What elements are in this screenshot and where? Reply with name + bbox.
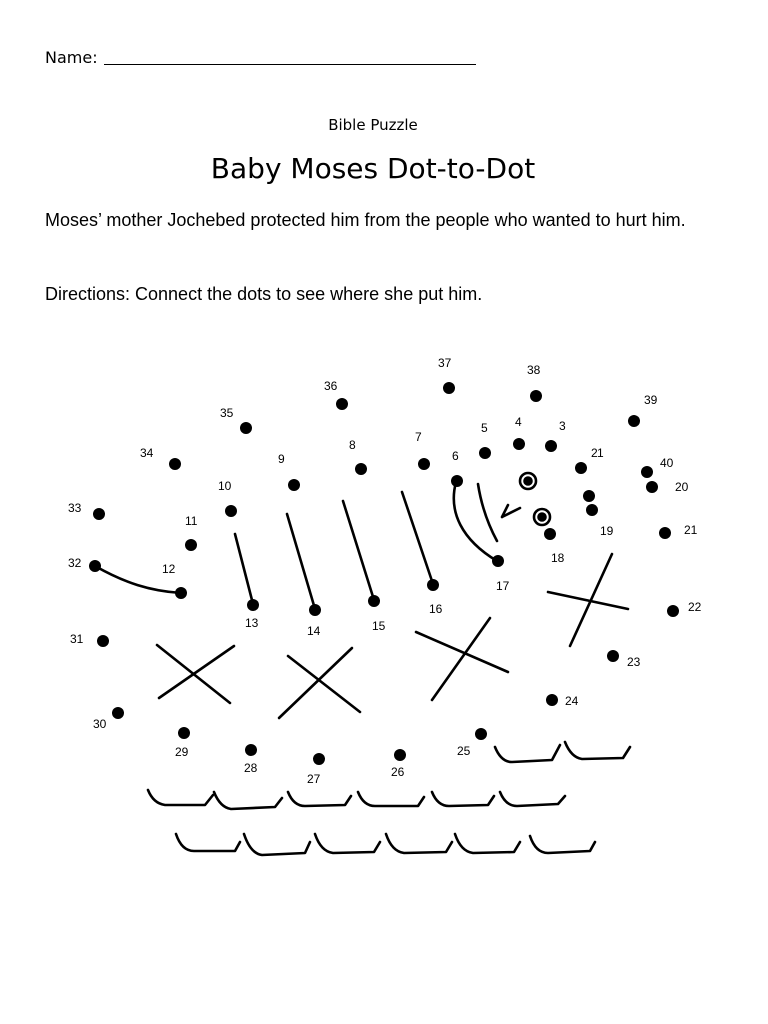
worksheet-subtitle: Bible Puzzle <box>328 116 418 134</box>
dot-label-26: 26 <box>391 765 405 779</box>
basket-weave-strokes <box>95 482 628 718</box>
dot-5 <box>418 458 430 470</box>
dot-31 <box>97 635 109 647</box>
dot-28 <box>245 744 257 756</box>
dot-label-3: 3 <box>559 419 566 433</box>
dot-label-16: 16 <box>429 602 443 616</box>
dot-label-27: 27 <box>307 772 321 786</box>
directions-text: Directions: Connect the dots to see where she put him. <box>45 284 483 304</box>
dot-36 <box>336 398 348 410</box>
dot-label-38: 38 <box>527 363 541 377</box>
dot-label-19: 19 <box>600 524 614 538</box>
dot-label-18: 18 <box>551 551 565 565</box>
dot-label-36: 36 <box>324 379 338 393</box>
dot-label-34: 34 <box>140 446 154 460</box>
dot-label-30: 30 <box>93 717 107 731</box>
dot-label-12: 12 <box>162 562 176 576</box>
dot-label-8: 8 <box>349 438 356 452</box>
dot-label-5: 5 <box>481 421 488 435</box>
dot-label-13: 13 <box>245 616 259 630</box>
dot-17 <box>492 555 504 567</box>
dot-16 <box>427 579 439 591</box>
dot-label-21: 21 <box>684 523 698 537</box>
dot-label-31: 31 <box>70 632 84 646</box>
dot-3 <box>513 438 525 450</box>
dot-35 <box>240 422 252 434</box>
worksheet-title: Baby Moses Dot-to-Dot <box>210 152 536 185</box>
name-label: Name: <box>45 48 98 67</box>
dot-label-4: 4 <box>515 415 522 429</box>
dot-label-28: 28 <box>244 761 258 775</box>
dot-1 <box>575 462 587 474</box>
dot-22 <box>667 605 679 617</box>
dot-21 <box>659 527 671 539</box>
dot-label-20: 20 <box>675 480 689 494</box>
dot-label-39: 39 <box>644 393 658 407</box>
dot-38 <box>530 390 542 402</box>
dot-20 <box>646 481 658 493</box>
dot-label-14: 14 <box>307 624 321 638</box>
dot-label-17: 17 <box>496 579 510 593</box>
dot-11 <box>175 587 187 599</box>
dot-label-2: 2 <box>591 446 598 460</box>
dot-label-37: 37 <box>438 356 452 370</box>
dot-18 <box>544 528 556 540</box>
dot-label-10: 10 <box>218 479 232 493</box>
baby-eyes <box>520 473 550 525</box>
dot-label-33: 33 <box>68 501 82 515</box>
dot-label-29: 29 <box>175 745 189 759</box>
dot-13 <box>247 599 259 611</box>
dot-8 <box>288 479 300 491</box>
dot-29 <box>178 727 190 739</box>
dot-label-32: 32 <box>68 556 82 570</box>
dot-40 <box>641 466 653 478</box>
dot-label-15: 15 <box>372 619 386 633</box>
dot-34 <box>169 458 181 470</box>
dot-label-6: 6 <box>452 449 459 463</box>
dot-14 <box>309 604 321 616</box>
dot-labels <box>68 356 702 786</box>
dot-4 <box>479 447 491 459</box>
water-waves <box>148 742 630 855</box>
dot-label-35: 35 <box>220 406 234 420</box>
dot-39 <box>628 415 640 427</box>
intro-text: Moses’ mother Jochebed protected him from the people who wanted to hurt him. <box>45 210 686 230</box>
dot-2 <box>545 440 557 452</box>
dot-30 <box>112 707 124 719</box>
dot-19 <box>586 504 598 516</box>
dot-label-25: 25 <box>457 744 471 758</box>
dot-37 <box>443 382 455 394</box>
dot-32-extra <box>583 490 595 502</box>
dot-label-23: 23 <box>627 655 641 669</box>
dot-9 <box>225 505 237 517</box>
dot-7 <box>355 463 367 475</box>
dot-15 <box>368 595 380 607</box>
dot-10 <box>185 539 197 551</box>
dot-6 <box>451 475 463 487</box>
dot-27 <box>313 753 325 765</box>
dot-33 <box>93 508 105 520</box>
dot-25 <box>475 728 487 740</box>
dot-24 <box>546 694 558 706</box>
dot-label-7: 7 <box>415 430 422 444</box>
dot-12 <box>89 560 101 572</box>
dot-label-24: 24 <box>565 694 579 708</box>
dot-label-40: 40 <box>660 456 674 470</box>
dot-label-11: 11 <box>185 514 198 528</box>
dot-26 <box>394 749 406 761</box>
dot-label-9: 9 <box>278 452 285 466</box>
dots <box>89 382 679 765</box>
dot-label-22: 22 <box>688 600 702 614</box>
dot-label-1: 1 <box>597 446 604 460</box>
dot-23 <box>607 650 619 662</box>
